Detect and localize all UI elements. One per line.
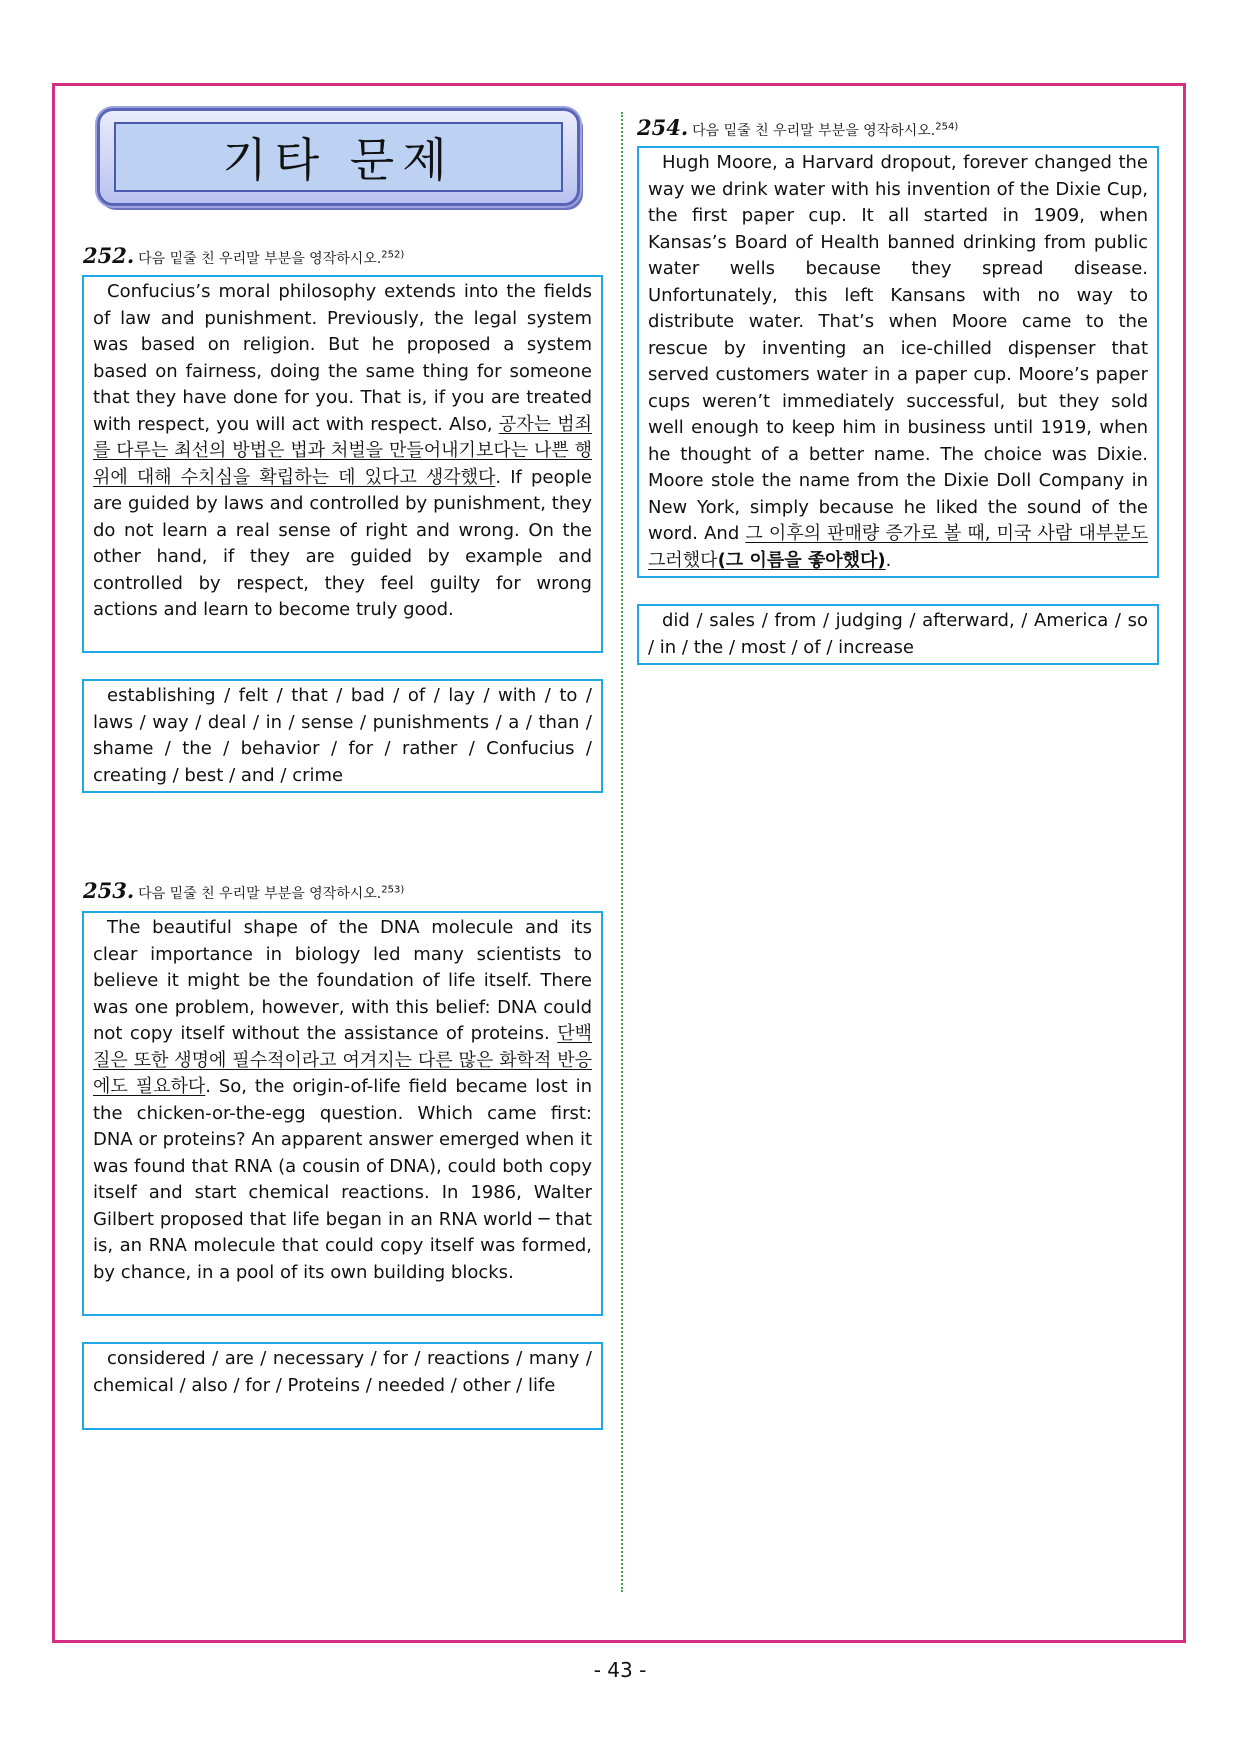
- question-instruction: 다음 밑줄 친 우리말 부분을 영작하시오.: [138, 886, 382, 902]
- question-253-word-bank: [82, 1342, 603, 1430]
- question-instruction: 다음 밑줄 친 우리말 부분을 영작하시오.: [692, 123, 936, 139]
- question-253-passage: [82, 911, 603, 1316]
- passage-text: . So, the origin-of-life field became lost in the chicken-or-the-egg question. Which came first: DNA or proteins? An apparent answer emerged when it was found that RNA (a cousin of DNA), could both copy itself and start chemical reactions. In 1986, Walter Gilbert proposed that life began in an RNA world ─ that is, an RNA molecule that could copy itself was formed, by chance, in a pool of its own building blocks.: [93, 1076, 592, 1283]
- footnote-marker: 254): [935, 121, 959, 133]
- title-banner-inner: [114, 122, 563, 192]
- question-number: 252.: [83, 243, 135, 268]
- question-number: 253.: [83, 878, 135, 903]
- question-253-header: [83, 878, 404, 903]
- passage-text: .: [885, 549, 892, 571]
- passage-text: The beautiful shape of the DNA molecule and its clear importance in biology led many scientists to believe it might be the foundation of life itself. There was one problem, however, with this belief: DNA could not copy itself without the assistance of proteins.: [93, 917, 592, 1044]
- underlined-korean-text: 그 이후의 판매량 증가로 볼 때, 미국 사람 대부분도 그러했다: [648, 523, 1148, 571]
- question-254-passage: [637, 146, 1159, 578]
- word-bank-text: establishing / felt / that / bad / of / lay / with / to / laws / way / deal / in / sense / punishments / a / than / shame / the / behavior / for / rather / Confucius / creating / best / and / crime: [93, 685, 592, 786]
- underlined-korean-text: 공자는 범죄를 다루는 최선의 방법은 법과 처벌을 만들어내기보다는 나쁜 행위에 대해 수치심을 확립하는 데 있다고 생각했다: [93, 413, 592, 488]
- question-252-header: [83, 243, 404, 268]
- passage-text: Confucius’s moral philosophy extends into the fields of law and punishment. Previously, the legal system was based on religion. But he proposed a system based on fairness, doing the same thing for someone that they have done for you. That is, if you are treated with respect, you will act with respect. Also,: [93, 281, 592, 435]
- title-banner: [97, 108, 580, 206]
- question-number: 254.: [637, 115, 689, 140]
- column-divider: [621, 112, 623, 1592]
- passage-text: Hugh Moore, a Harvard dropout, forever changed the way we drink water with his invention of the Dixie Cup, the first paper cup. It all started in 1909, when Kansas’s Board of Health banned drinking from public water wells because they spread disease. Unfortunately, this left Kansans with no way to distribute water. That’s when Moore came to the rescue by inventing an ice-chilled dispenser that served customers water in a paper cup. Moore’s paper cups weren’t immediately successful, but they sold well enough to keep him in business until 1919, when he thought of a better name. The choice was Dixie. Moore stole the name from the Dixie Doll Company in New York, simply because he liked the sound of the word. And: [648, 152, 1148, 544]
- word-bank-text: did / sales / from / judging / afterward, / America / so / in / the / most / of / increase: [648, 610, 1148, 658]
- question-254-word-bank: [637, 604, 1159, 665]
- footnote-marker: 253): [381, 884, 405, 896]
- footnote-marker: 252): [381, 249, 405, 261]
- question-instruction: 다음 밑줄 친 우리말 부분을 영작하시오.: [138, 251, 382, 267]
- passage-text: . If people are guided by laws and controlled by punishment, they do not learn a real sense of right and wrong. On the other hand, if they are guided by example and controlled by respect, they feel guilty for wrong actions and learn to become truly good.: [93, 466, 592, 620]
- question-252-passage: [82, 275, 603, 653]
- underlined-korean-text: 단백질은 또한 생명에 필수적이라고 여겨지는 다른 많은 화학적 반응에도 필요하다: [93, 1023, 592, 1097]
- question-254-header: [637, 115, 958, 140]
- page-number: - 43 -: [593, 1658, 647, 1682]
- question-252-word-bank: [82, 679, 603, 793]
- page-title: 기타 문제: [222, 133, 455, 187]
- word-bank-text: considered / are / necessary / for / reactions / many / chemical / also / for / Proteins / needed / other / life: [93, 1348, 592, 1396]
- underlined-bold-korean-text: (그 이름을 좋아했다): [717, 549, 886, 571]
